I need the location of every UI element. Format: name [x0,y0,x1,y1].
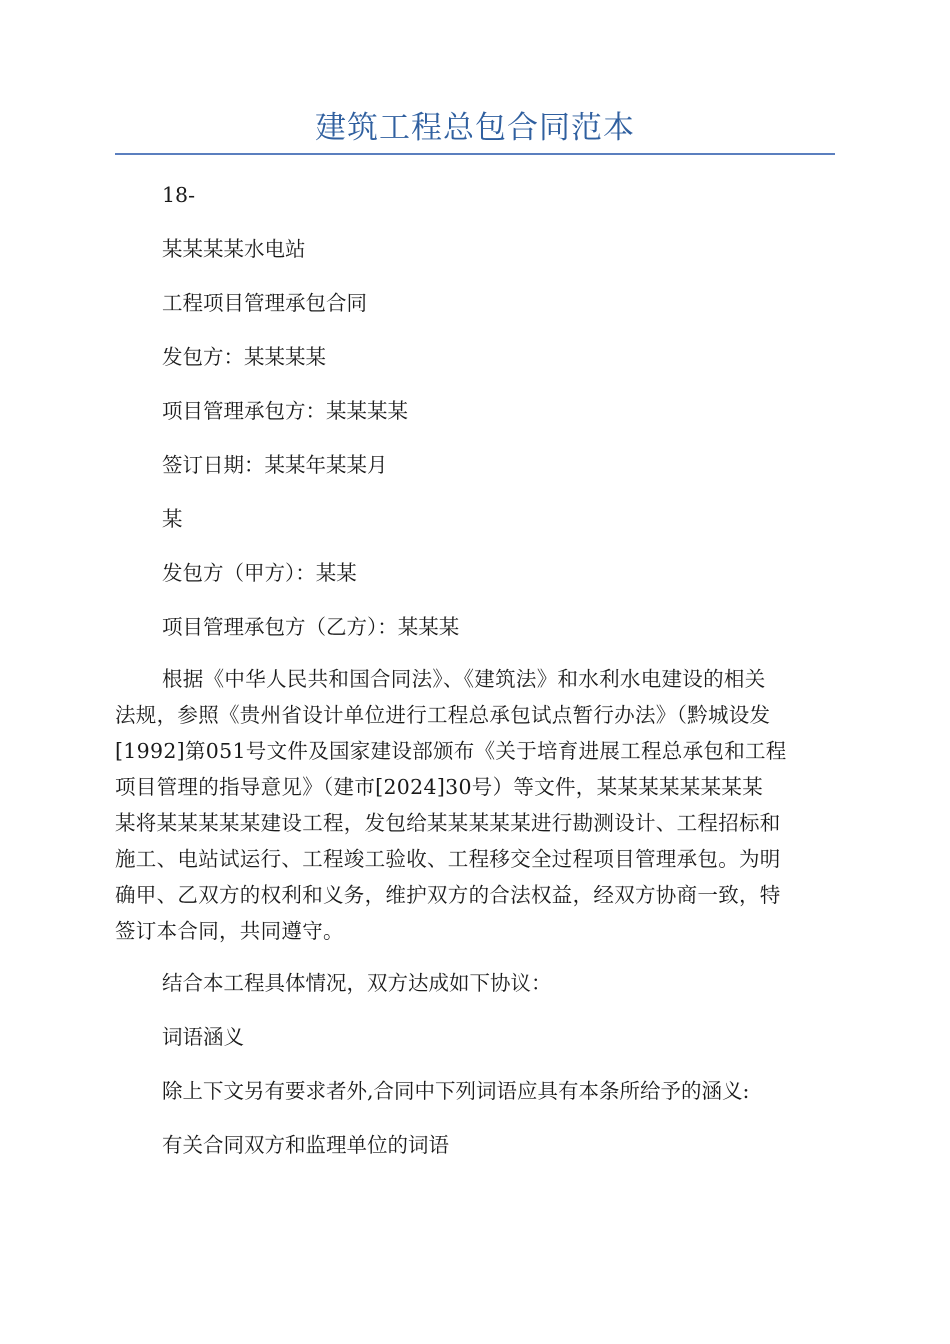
text-line: 工程项目管理承包合同 [162,291,367,315]
text-line: 结合本工程具体情况，双方达成如下协议： [162,971,552,995]
paragraph-line: 项目管理的指导意见》（建市[2024]30号）等文件，某某某某某某某某 [115,775,763,799]
text-line: 除上下文另有要求者外,合同中下列词语应具有本条所给予的涵义: [162,1079,750,1103]
subsection-heading: 有关合同双方和监理单位的词语 [162,1133,449,1157]
section-heading: 词语涵义 [162,1025,244,1049]
paragraph-line: 签订本合同，共同遵守。 [115,919,344,943]
text-line: 某 [162,507,183,531]
text-line: 18- [162,183,196,207]
paragraph-line: 确甲、乙双方的权利和义务，维护双方的合法权益，经双方协商一致，特 [115,883,781,907]
text-line: 发包方（甲方）：某某 [162,561,357,585]
title-underline [115,153,835,155]
text-line: 项目管理承包方（乙方）：某某某 [162,615,460,639]
text-line: 某某某某水电站 [162,237,306,261]
paragraph-line: 根据《中华人民共和国合同法》、《建筑法》和水利水电建设的相关 [162,667,766,691]
paragraph-line: [1992]第051号文件及国家建设部颁布《关于培育进展工程总承包和工程 [115,739,787,763]
text-line: 签订日期：某某年某某月 [162,453,388,477]
paragraph-line: 某将某某某某某建设工程，发包给某某某某某进行勘测设计、工程招标和 [115,811,781,835]
text-line: 项目管理承包方：某某某某 [162,399,408,423]
paragraph-line: 施工、电站试运行、工程竣工验收、工程移交全过程项目管理承包。为明 [115,847,781,871]
document-body [115,175,835,1179]
text-line: 发包方：某某某某 [162,345,326,369]
paragraph-line: 法规，参照《贵州省设计单位进行工程总承包试点暂行办法》（黔城设发 [115,703,771,727]
document-title: 建筑工程总包合同范本 [315,110,635,146]
preamble-paragraph [115,661,835,949]
agreement-section [115,963,835,1179]
